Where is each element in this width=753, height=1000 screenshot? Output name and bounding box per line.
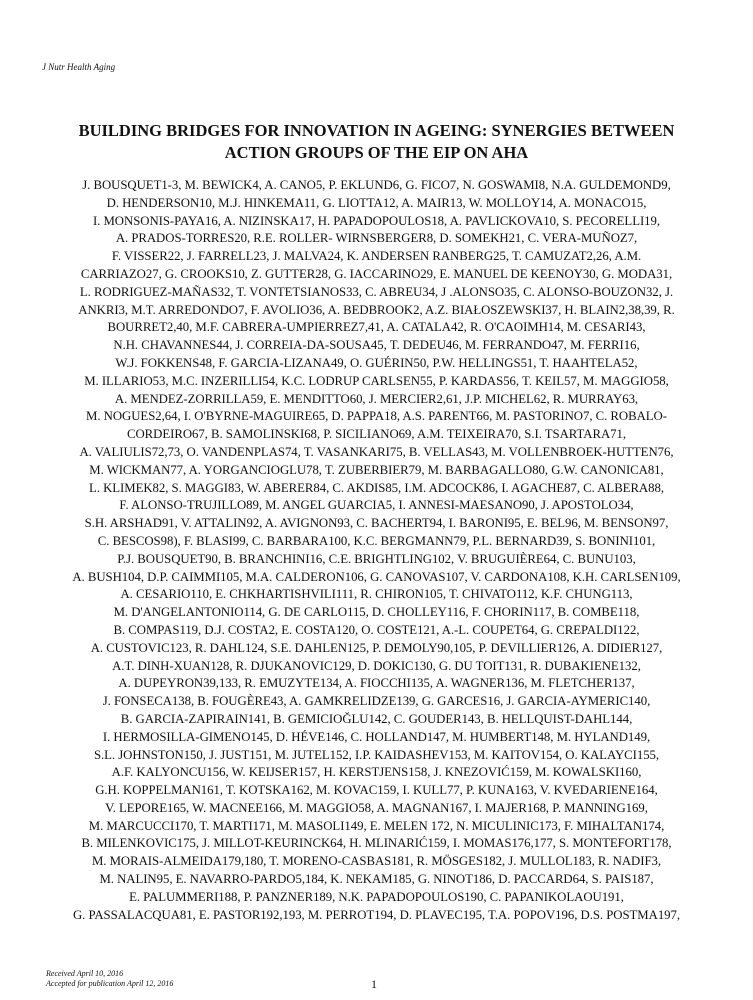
author-line: M. WICKMAN77, A. YORGANCIOGLU78, T. ZUBERBIER79, M. BARBAGALLO80, G.W. CANONICA81, <box>89 462 664 477</box>
author-list <box>36 177 717 924</box>
author-line: L. KLIMEK82, S. MAGGI83, W. ABERER84, C. AKDIS85, I.M. ADCOCK86, I. AGACHE87, C. ALBERA88, <box>89 480 664 495</box>
author-line: I. HERMOSILLA-GIMENO145, D. HÉVE146, C. HOLLAND147, M. HUMBERT148, M. HYLAND149, <box>102 729 651 744</box>
author-line: B. COMPAS119, D.J. COSTA2, E. COSTA120, O. COSTE121, A.-L. COUPET64, G. CREPALDI122, <box>113 622 640 637</box>
author-line: E. PALUMMERI188, P. PANZNER189, N.K. PAPADOPOULOS190, C. PAPANIKOLAOU191, <box>129 889 624 904</box>
article-title <box>40 120 713 164</box>
accepted-date: Accepted for publication April 12, 2016 <box>46 979 174 988</box>
author-line: A. CESARIO110, E. CHKHARTISHVILI111, R. CHIRON105, T. CHIVATO112, K.F. CHUNG113, <box>120 587 633 602</box>
author-line: N.H. CHAVANNES44, J. CORREIA-DA-SOUSA45, T. DEDEU46, M. FERRANDO47, M. FERRI16, <box>113 338 640 353</box>
author-line: B. MILENKOVIC175, J. MILLOT-KEURINCK64, H. MLINARIĆ159, I. MOMAS176,177, S. MONTEFORT178, <box>81 836 672 851</box>
author-line: C. BESCOS98), F. BLASI99, C. BARBARA100, K.C. BERGMANN79, P.L. BERNARD39, S. BONINI101, <box>97 533 656 548</box>
title-line: BUILDING BRIDGES FOR INNOVATION IN AGEING: SYNERGIES BETWEEN <box>78 121 675 140</box>
dates <box>46 969 173 989</box>
journal-name: J Nutr Health Aging <box>42 62 116 72</box>
author-line: I. MONSONIS-PAYA16, A. NIZINSKA17, H. PAPADOPOULOS18, A. PAVLICKOVA10, S. PECORELLI19, <box>92 213 661 228</box>
author-line: D. HENDERSON10, M.J. HINKEMA11, G. LIOTTA12, A. MAIR13, W. MOLLOY14, A. MONACO15, <box>106 195 647 210</box>
title-line: ACTION GROUPS OF THE EIP ON AHA <box>224 143 529 162</box>
author-line: W.J. FOKKENS48, F. GARCIA-LIZANA49, O. GUÉRIN50, P.W. HELLINGS51, T. HAAHTELA52, <box>115 355 638 370</box>
author-line: L. RODRIGUEZ-MAÑAS32, T. VONTETSIANOS33, C. ABREU34, J .ALONSO35, C. ALONSO-BOUZON32, J. <box>79 284 674 299</box>
author-line: ANKRI3, M.T. ARREDONDO7, F. AVOLIO36, A. BEDBROOK2, A.Z. BIAŁOSZEWSKI37, H. BLAIN2,38,39, R. <box>78 302 675 317</box>
author-line: CARRIAZO27, G. CROOKS10, Z. GUTTER28, G. IACCARINO29, E. MANUEL DE KEENOY30, G. MODA31, <box>80 266 673 281</box>
author-line: A. PRADOS-TORRES20, R.E. ROLLER- WIRNSBERGER8, D. SOMEKH21, C. VERA-MUÑOZ7, <box>115 231 638 246</box>
author-line: A. DUPEYRON39,133, R. EMUZYTE134, A. FIOCCHI135, A. WAGNER136, M. FLETCHER137, <box>118 676 635 691</box>
author-line: M. MORAIS-ALMEIDA179,180, T. MORENO-CASBAS181, R. MÖSGES182, J. MULLOL183, R. NADIF3, <box>91 854 662 869</box>
author-line: F. ALONSO-TRUJILLO89, M. ANGEL GUARCIA5, I. ANNESI-MAESANO90, J. APOSTOLO34, <box>119 498 634 513</box>
author-line: G.H. KOPPELMAN161, T. KOTSKA162, M. KOVAC159, I. KULL77, P. KUNA163, V. KVEDARIENE164, <box>95 783 658 798</box>
author-line: G. PASSALACQUA81, E. PASTOR192,193, M. PERROT194, D. PLAVEC195, T.A. POPOV196, D.S. POSTMA197, <box>72 907 681 922</box>
author-line: M. ILLARIO53, M.C. INZERILLI54, K.C. LODRUP CARLSEN55, P. KARDAS56, T. KEIL57, M. MAGGIO58, <box>84 373 669 388</box>
author-line: A. BUSH104, D.P. CAIMMI105, M.A. CALDERON106, G. CANOVAS107, V. CARDONA108, K.H. CARLSEN109, <box>72 569 681 584</box>
author-line: M. D'ANGELANTONIO114, G. DE CARLO115, D. CHOLLEY116, F. CHORIN117, B. COMBE118, <box>113 605 640 620</box>
author-line: J. BOUSQUET1-3, M. BEWICK4, A. CANO5, P. EKLUND6, G. FICO7, N. GOSWAMI8, N.A. GULDEMOND9, <box>82 178 671 192</box>
author-line: A. VALIULIS72,73, O. VANDENPLAS74, T. VASANKARI75, B. VELLAS43, M. VOLLENBROEK-HUTTEN76, <box>79 444 674 459</box>
author-line: A.T. DINH-XUAN128, R. DJUKANOVIC129, D. DOKIC130, G. DU TOIT131, R. DUBAKIENE132, <box>112 658 641 673</box>
page-number: 1 <box>371 977 377 991</box>
author-line: F. VISSER22, J. FARRELL23, J. MALVA24, K. ANDERSEN RANBERG25, T. CAMUZAT2,26, A.M. <box>111 249 642 264</box>
author-line: P.J. BOUSQUET90, B. BRANCHINI16, C.E. BRIGHTLING102, V. BRUGUIÈRE64, C. BUNU103, <box>117 551 636 566</box>
received-date: Received April 10, 2016 <box>46 969 124 978</box>
author-line: B. GARCIA-ZAPIRAIN141, B. GEMICIOĞLU142, C. GOUDER143, B. HELLQUIST-DAHL144, <box>120 711 633 726</box>
author-line: A. MENDEZ-ZORRILLA59, E. MENDITTO60, J. MERCIER2,61, J.P. MICHEL62, R. MURRAY63, <box>114 391 639 406</box>
author-line: S.H. ARSHAD91, V. ATTALIN92, A. AVIGNON93, C. BACHERT94, I. BARONI95, E. BEL96, M. BENSON97, <box>84 516 669 531</box>
author-line: J. FONSECA138, B. FOUGÈRE43, A. GAMKRELIDZE139, G. GARCES16, J. GARCIA-AYMERIC140, <box>102 694 651 709</box>
author-line: V. LEPORE165, W. MACNEE166, M. MAGGIO58, A. MAGNAN167, I. MAJER168, P. MANNING169, <box>105 800 648 815</box>
author-line: M. MARCUCCI170, T. MARTI171, M. MASOLI149, E. MELEN 172, N. MICULINIC173, F. MIHALTAN174, <box>88 818 665 833</box>
author-line: A.F. KALYONCU156, W. KEIJSER157, H. KERSTJENS158, J. KNEZOVIĆ159, M. KOWALSKI160, <box>111 765 642 780</box>
author-line: BOURRET2,40, M.F. CABRERA-UMPIERREZ7,41, A. CATALA42, R. O'CAOIMH14, M. CESARI43, <box>107 320 646 335</box>
author-line: S.L. JOHNSTON150, J. JUST151, M. JUTEL152, I.P. KAIDASHEV153, M. KAITOV154, O. KALAYCI155, <box>93 747 660 762</box>
author-line: CORDEIRO67, B. SAMOLINSKI68, P. SICILIANO69, A.M. TEIXEIRA70, S.I. TSARTARA71, <box>127 427 626 442</box>
author-line: M. NOGUES2,64, I. O'BYRNE-MAGUIRE65, D. PAPPA18, A.S. PARENT66, M. PASTORINO7, C. ROBALO- <box>86 409 667 424</box>
author-line: A. CUSTOVIC123, R. DAHL124, S.E. DAHLEN125, P. DEMOLY90,105, P. DEVILLIER126, A. DIDIER127, <box>90 640 663 655</box>
author-line: M. NALIN95, E. NAVARRO-PARDO5,184, K. NEKAM185, G. NINOT186, D. PACCARD64, S. PAIS187, <box>99 872 654 887</box>
